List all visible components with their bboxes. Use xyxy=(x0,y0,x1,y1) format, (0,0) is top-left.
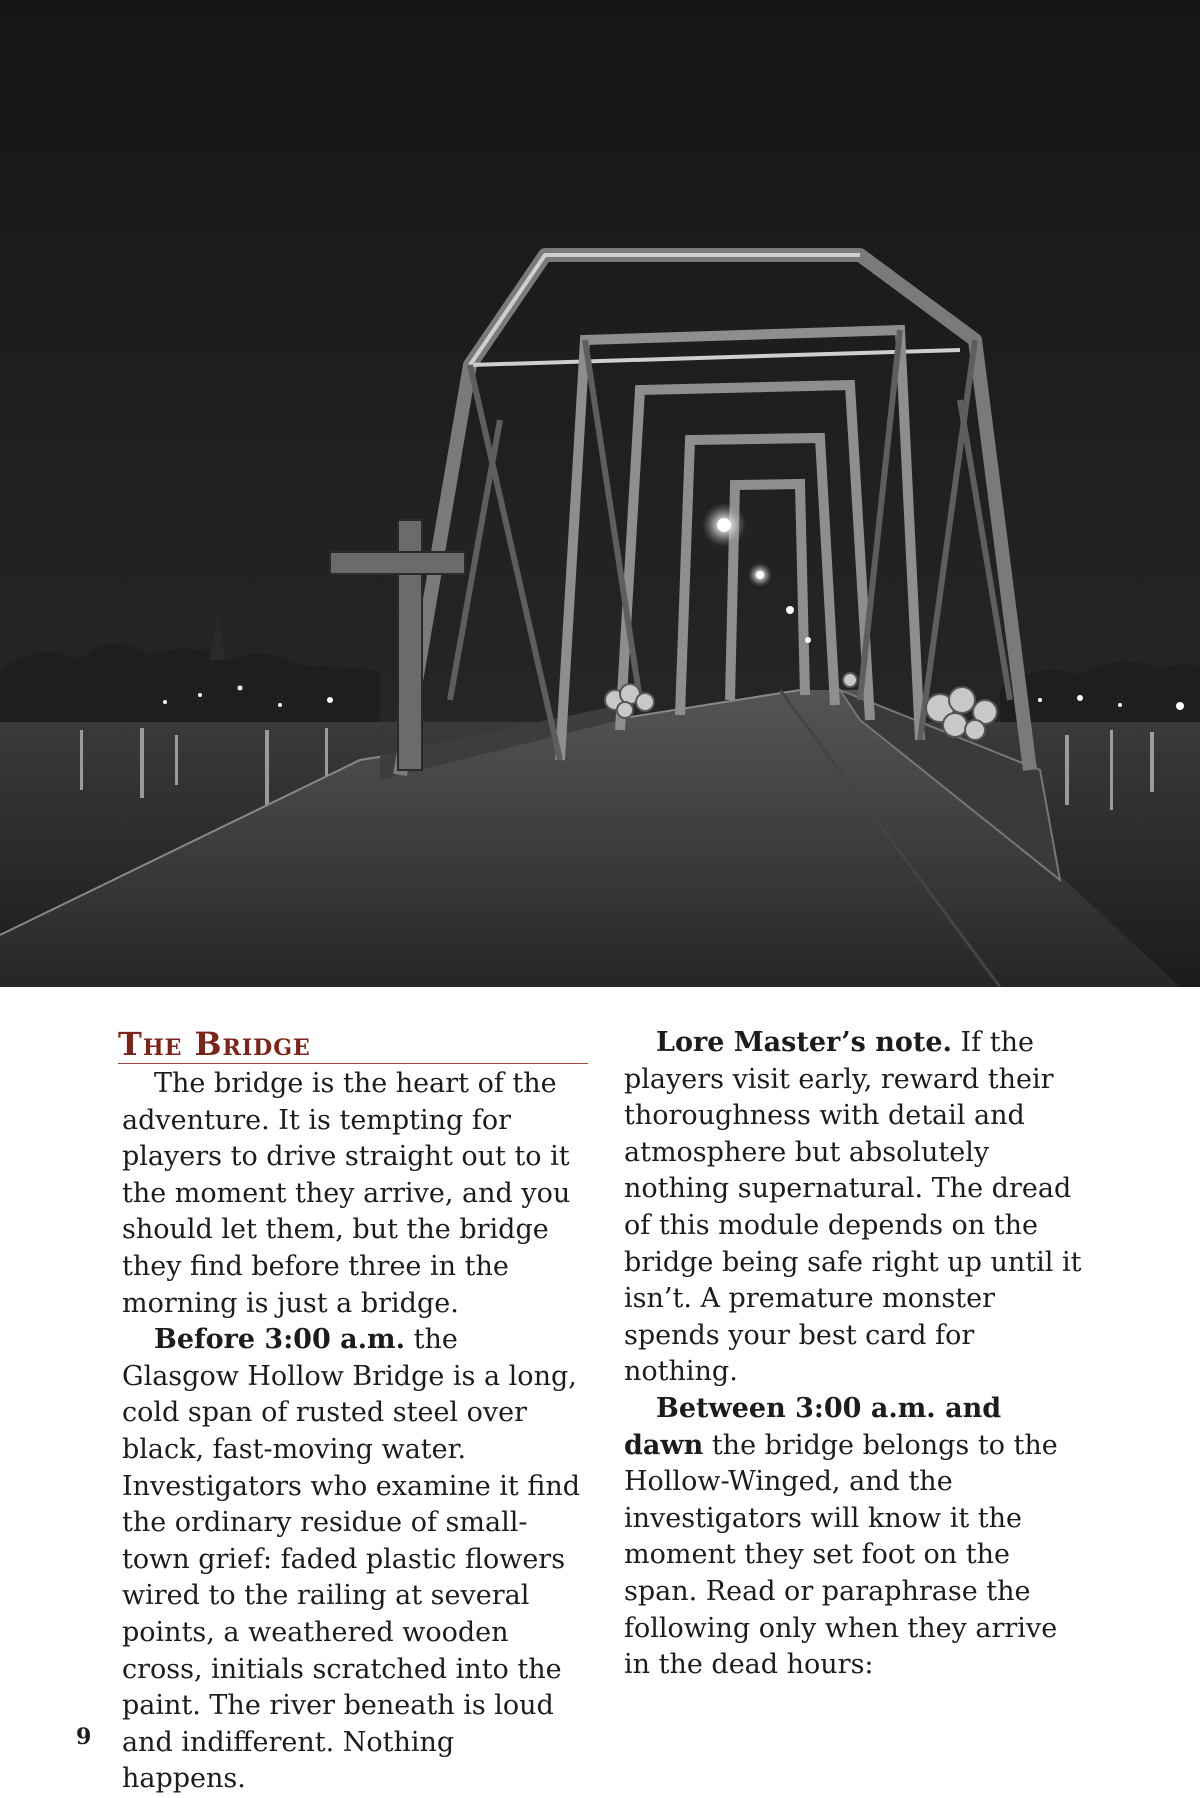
right-column xyxy=(624,1025,1084,1684)
paragraph-lead: Between 3:00 a.m. and dawn xyxy=(624,1392,1002,1461)
paragraph-lore-master-note xyxy=(624,1025,1084,1391)
paragraph-lead: Lore Master’s note. xyxy=(656,1027,952,1058)
paragraph-before-3am xyxy=(122,1322,582,1798)
paragraph-text: the Glasgow Hollow Bridge is a long, cold span of rusted steel over black, fast-moving water. Investigators who examine it find the ordinary residue of small-town grief: faded plastic flowers wired to the railing at several points, a weathered wooden cross, initials scratched into the paint. The river beneath is loud and indifferent. Nothing happens. xyxy=(122,1324,581,1795)
section-heading: The Bridge xyxy=(118,1025,588,1064)
paragraph-between-3am-dawn xyxy=(624,1391,1084,1684)
page-number: 9 xyxy=(76,1724,92,1750)
paragraph-text: The bridge is the heart of the adventure. It is tempting for players to drive straight out to it the moment they arrive, and you should let them, but the bridge they find before three in the morning is just a bridge. xyxy=(122,1068,571,1319)
left-column xyxy=(118,1025,582,1798)
paragraph-text: If the players visit early, reward their thoroughness with detail and atmosphere but absolutely nothing supernatural. The dread of this module depends on the bridge being safe right up until it isn’t. A premature monster spends your best card for nothing. xyxy=(624,1027,1082,1388)
paragraph-text: the bridge belongs to the Hollow-Winged, and the investigators will know it the moment they set foot on the span. Read or paraphrase the following only when they arrive in the dead hours: xyxy=(624,1429,1058,1681)
paragraph-bridge-intro xyxy=(122,1066,582,1322)
paragraph-lead: Before 3:00 a.m. xyxy=(154,1324,406,1356)
